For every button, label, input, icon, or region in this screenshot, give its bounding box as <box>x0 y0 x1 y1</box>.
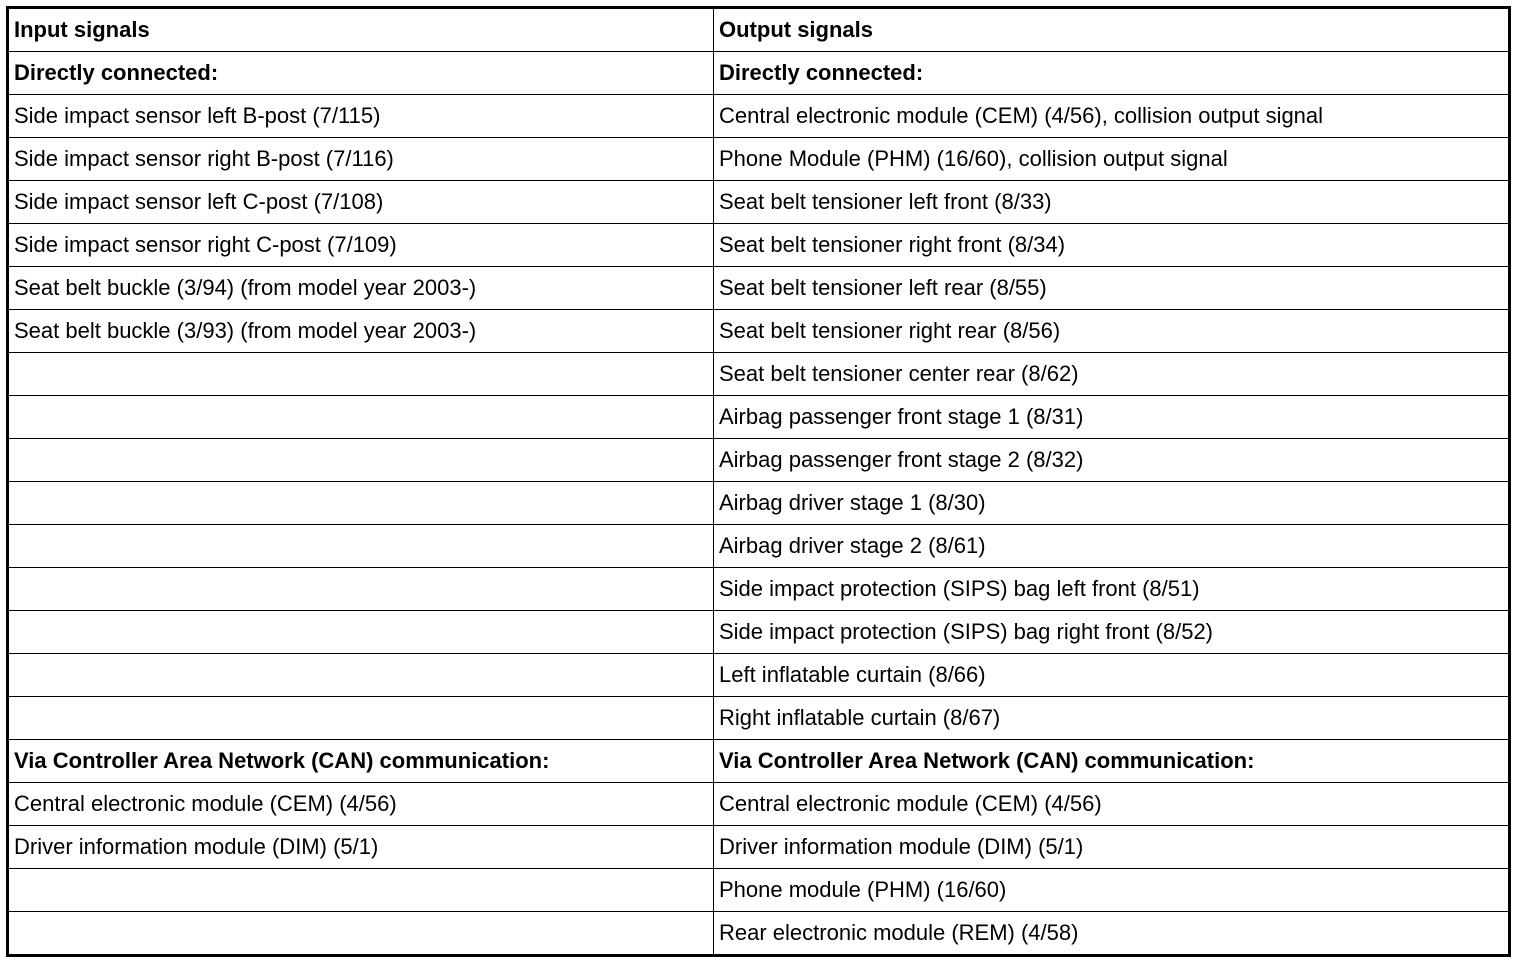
input-signal-cell: Central electronic module (CEM) (4/56) <box>8 783 714 826</box>
input-signal-cell: Side impact sensor right C-post (7/109) <box>8 224 714 267</box>
input-signal-cell: Seat belt buckle (3/93) (from model year 2003-) <box>8 310 714 353</box>
table-row <box>8 138 1510 181</box>
input-signal-cell <box>8 525 714 568</box>
table-row <box>8 353 1510 396</box>
input-signal-cell <box>8 482 714 525</box>
input-signal-cell: Driver information module (DIM) (5/1) <box>8 826 714 869</box>
output-signal-cell: Airbag driver stage 2 (8/61) <box>714 525 1510 568</box>
output-signal-cell: Airbag passenger front stage 1 (8/31) <box>714 396 1510 439</box>
table-row <box>8 482 1510 525</box>
input-signal-cell <box>8 912 714 956</box>
output-signal-cell: Seat belt tensioner left front (8/33) <box>714 181 1510 224</box>
table-row <box>8 525 1510 568</box>
output-signal-cell: Side impact protection (SIPS) bag right front (8/52) <box>714 611 1510 654</box>
output-signal-cell: Central electronic module (CEM) (4/56), collision output signal <box>714 95 1510 138</box>
input-signal-cell: Side impact sensor left B-post (7/115) <box>8 95 714 138</box>
table-row <box>8 439 1510 482</box>
output-signal-cell: Right inflatable curtain (8/67) <box>714 697 1510 740</box>
table-header-row <box>8 8 1510 52</box>
table-row <box>8 224 1510 267</box>
output-signal-cell: Via Controller Area Network (CAN) communication: <box>714 740 1510 783</box>
output-signal-cell: Phone module (PHM) (16/60) <box>714 869 1510 912</box>
input-signal-cell: Side impact sensor left C-post (7/108) <box>8 181 714 224</box>
table-row <box>8 826 1510 869</box>
input-signal-cell: Via Controller Area Network (CAN) communication: <box>8 740 714 783</box>
output-signal-cell: Side impact protection (SIPS) bag left front (8/51) <box>714 568 1510 611</box>
input-signal-cell <box>8 611 714 654</box>
table-row <box>8 611 1510 654</box>
input-signal-cell <box>8 654 714 697</box>
table-row <box>8 267 1510 310</box>
output-signal-cell: Airbag driver stage 1 (8/30) <box>714 482 1510 525</box>
table-row <box>8 568 1510 611</box>
input-signal-cell <box>8 353 714 396</box>
output-signal-cell: Left inflatable curtain (8/66) <box>714 654 1510 697</box>
output-signal-cell: Central electronic module (CEM) (4/56) <box>714 783 1510 826</box>
table-row <box>8 783 1510 826</box>
input-signal-cell <box>8 396 714 439</box>
table-row <box>8 869 1510 912</box>
input-signal-cell <box>8 439 714 482</box>
output-signal-cell: Seat belt tensioner right front (8/34) <box>714 224 1510 267</box>
table-row <box>8 654 1510 697</box>
output-signal-cell: Seat belt tensioner center rear (8/62) <box>714 353 1510 396</box>
output-signal-cell: Phone Module (PHM) (16/60), collision output signal <box>714 138 1510 181</box>
output-signal-cell: Driver information module (DIM) (5/1) <box>714 826 1510 869</box>
table-row <box>8 181 1510 224</box>
table-row <box>8 95 1510 138</box>
input-signal-cell: Seat belt buckle (3/94) (from model year 2003-) <box>8 267 714 310</box>
input-signal-cell <box>8 697 714 740</box>
input-signal-cell: Directly connected: <box>8 52 714 95</box>
output-signal-cell: Airbag passenger front stage 2 (8/32) <box>714 439 1510 482</box>
input-signal-cell: Side impact sensor right B-post (7/116) <box>8 138 714 181</box>
table-row <box>8 912 1510 956</box>
table-row <box>8 396 1510 439</box>
table-row <box>8 310 1510 353</box>
input-signal-cell <box>8 568 714 611</box>
input-signals-header: Input signals <box>8 8 714 52</box>
section-heading-row <box>8 740 1510 783</box>
table-row <box>8 697 1510 740</box>
output-signal-cell: Rear electronic module (REM) (4/58) <box>714 912 1510 956</box>
signal-table <box>6 6 1511 957</box>
section-heading-row <box>8 52 1510 95</box>
output-signals-header: Output signals <box>714 8 1510 52</box>
output-signal-cell: Seat belt tensioner left rear (8/55) <box>714 267 1510 310</box>
signal-table-body <box>8 8 1510 956</box>
output-signal-cell: Directly connected: <box>714 52 1510 95</box>
input-signal-cell <box>8 869 714 912</box>
output-signal-cell: Seat belt tensioner right rear (8/56) <box>714 310 1510 353</box>
